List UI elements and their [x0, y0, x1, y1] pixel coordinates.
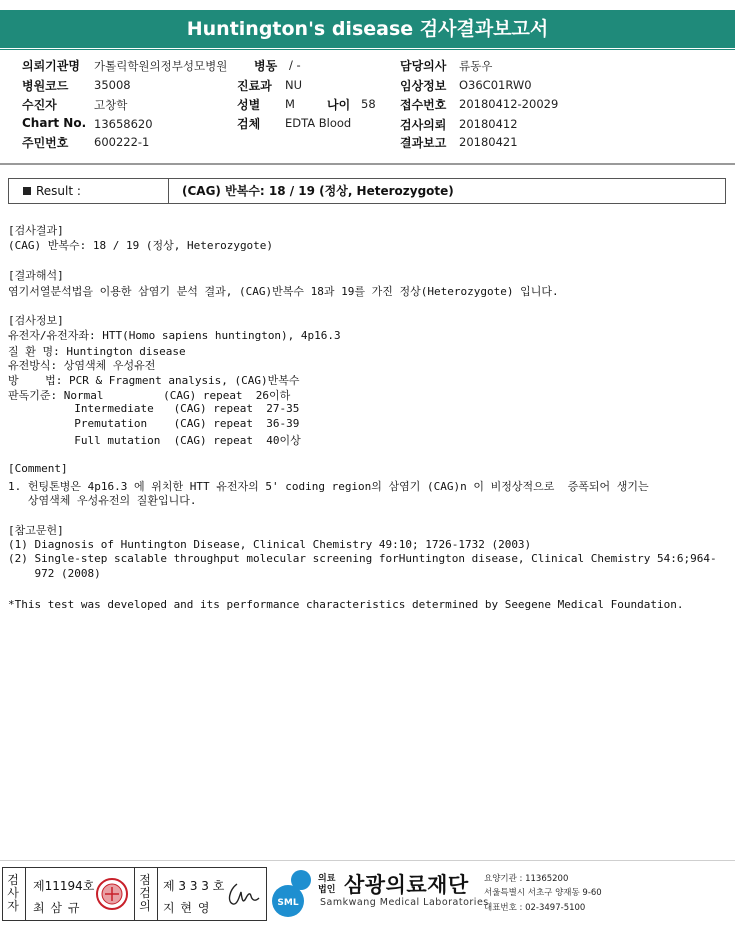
report-line: [참고문헌]: [8, 524, 64, 537]
report-line: [검사결과]: [8, 224, 64, 237]
patient-value: 고창학: [94, 98, 128, 112]
report-title: Huntington's disease 검사결과보고서: [0, 10, 735, 48]
patient-label: 수진자: [22, 98, 57, 112]
age-value: 58: [361, 97, 376, 111]
org-code: 요양기관 : 11365200: [484, 874, 569, 884]
examiner-vertical-label: 검 사 자: [7, 873, 19, 913]
org-prefix-bottom: 법인: [318, 885, 336, 895]
org-address: 서울특별시 서초구 양재동 9-60: [484, 888, 602, 898]
seal-stamp-icon: [95, 877, 129, 911]
ward-value: / -: [289, 58, 301, 72]
examiner-name: 최 삼 규: [33, 901, 81, 915]
specimen-value: EDTA Blood: [285, 116, 352, 130]
age-label: 나이: [327, 98, 351, 112]
chart-value: 13658620: [94, 117, 153, 131]
report-line: (CAG) 반복수: 18 / 19 (정상, Heterozygote): [8, 239, 274, 252]
sex-value: M: [285, 97, 295, 111]
report-line: (2) Single-step scalable throughput molecular screening forHuntington disease, Clinical Chemistry 54:6;964-: [8, 552, 717, 565]
report-line: 유전방식: 상염색체 우성유전: [8, 359, 156, 372]
signature-box: [2, 867, 267, 921]
org-english-name: Samkwang Medical Laboratories: [320, 897, 489, 908]
report-value: 20180421: [459, 135, 518, 149]
report-line: 염기서열분석법을 이용한 삼염기 분석 결과, (CAG)반복수 18과 19를 가진 정상(Heterozygote) 입니다.: [8, 285, 559, 298]
report-line: 방 법: PCR & Fragment analysis, (CAG)반복수: [8, 374, 300, 387]
report-line: 판독기준: Normal (CAG) repeat 26이하: [8, 389, 291, 402]
report-line: [결과해석]: [8, 269, 64, 282]
ward-label: 병동: [254, 59, 278, 73]
org-prefix-top: 의료: [318, 874, 336, 884]
report-line: 972 (2008): [8, 567, 101, 580]
receipt-label: 접수번호: [400, 98, 447, 112]
hospital-code-value: 35008: [94, 78, 131, 92]
doctor-label: 담당의사: [400, 59, 447, 73]
report-line: (1) Diagnosis of Huntington Disease, Clinical Chemistry 49:10; 1726-1732 (2003): [8, 538, 532, 551]
hospital-code-label: 병원코드: [22, 79, 69, 93]
result-label-cell: [9, 179, 169, 203]
report-line: 유전자/유전자좌: HTT(Homo sapiens huntington), 4p16.3: [8, 329, 341, 342]
report-line: [Comment]: [8, 462, 68, 475]
report-line: 상염색체 우성유전의 질환입니다.: [8, 494, 197, 507]
reviewer-license-no: 제 3 3 3 호: [163, 879, 225, 893]
report-line: Intermediate (CAG) repeat 27-35: [8, 402, 300, 415]
clinical-value: O36C01RW0: [459, 78, 532, 92]
org-phone: 대표번호 : 02-3497-5100: [484, 903, 586, 913]
clinical-label: 임상정보: [400, 79, 447, 93]
dept-label: 진료과: [237, 79, 272, 93]
result-value: (CAG) 반복수: 18 / 19 (정상, Heterozygote): [182, 184, 454, 198]
sml-logo-text: SML: [277, 898, 299, 908]
institution-value: 가톨릭학원의정부성모병원: [94, 59, 228, 73]
examiner-license-no: 제11194호: [33, 879, 95, 893]
sex-label: 성별: [237, 98, 261, 112]
report-line: 1. 헌팅톤병은 4p16.3 에 위치한 HTT 유전자의 5' coding region의 삼염기 (CAG)n 이 비정상적으로 증폭되어 생기는: [8, 480, 649, 493]
request-value: 20180412: [459, 117, 518, 131]
receipt-value: 20180412-20029: [459, 97, 559, 111]
report-line: *This test was developed and its performance characteristics determined by Seegene Medical Foundation.: [8, 598, 684, 611]
report-line: 질 환 명: Huntington disease: [8, 345, 186, 358]
id-value: 600222-1: [94, 135, 150, 149]
title-underline: [0, 49, 735, 50]
header-divider: [0, 163, 735, 165]
result-box: [8, 178, 726, 204]
divider: [134, 868, 135, 920]
institution-label: 의뢰기관명: [22, 59, 80, 73]
specimen-label: 검체: [237, 117, 261, 131]
reviewer-vertical-label: 점 검 의: [139, 873, 151, 913]
divider: [157, 868, 158, 920]
patient-header: [0, 54, 735, 158]
divider: [25, 868, 26, 920]
chart-label: Chart No.: [22, 116, 87, 130]
report-line: [검사정보]: [8, 314, 64, 327]
dept-value: NU: [285, 78, 303, 92]
id-label: 주민번호: [22, 136, 69, 150]
doctor-value: 류동우: [459, 59, 493, 73]
signature-icon: [223, 878, 263, 910]
square-bullet-icon: [23, 187, 31, 195]
reviewer-name: 지 현 영: [163, 901, 211, 915]
report-line: Premutation (CAG) repeat 36-39: [8, 417, 300, 430]
footer-divider: [0, 860, 735, 861]
sml-logo-icon: [270, 866, 318, 920]
result-label: Result :: [36, 184, 81, 198]
report-label: 결과보고: [400, 136, 447, 150]
org-name: 삼광의료재단: [344, 873, 469, 897]
request-label: 검사의뢰: [400, 118, 447, 132]
report-line: Full mutation (CAG) repeat 40이상: [8, 434, 301, 447]
